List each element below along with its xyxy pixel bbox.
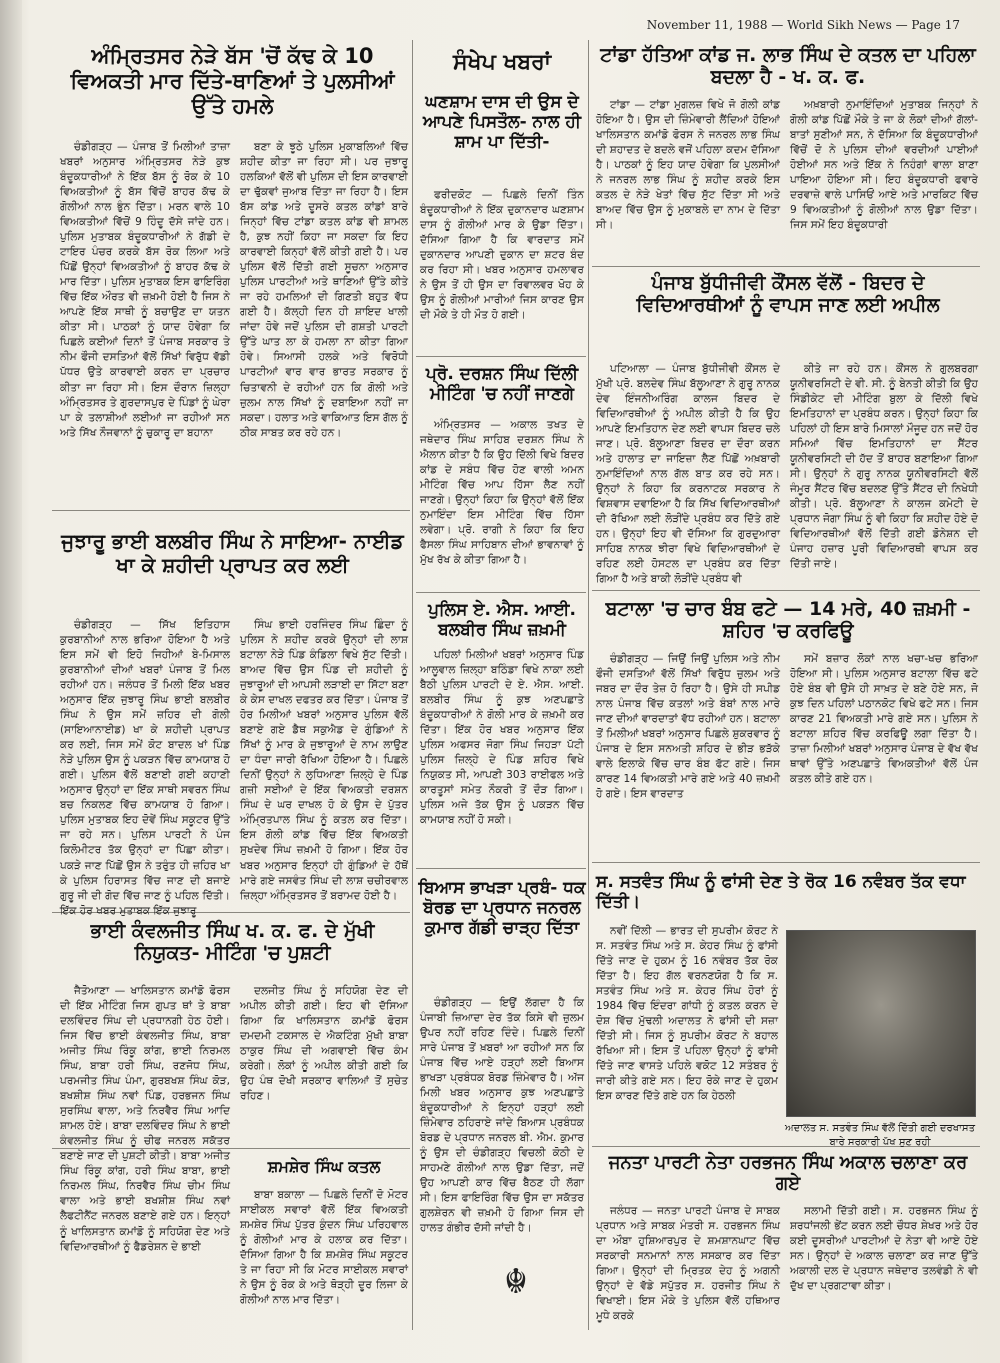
article-prof-darshan-singh [420, 418, 584, 588]
headline-shamsher-singh: ਸ਼ਮਸ਼ੇਰ ਸਿੰਘ ਕਤਲ [267, 1157, 381, 1176]
headline-ghansham-das: ਘਣਸ਼ਾਮ ਦਾਸ ਦੀ ਉਸ ਦੇ ਆਪਣੇ ਪਿਸਤੌਲ- ਨਾਲ ਹੀ ਸ਼ਾਮ ਪਾ ਦਿੱਤੀ- [422, 92, 581, 153]
headline-prof-darshan-singh: ਪ੍ਰੋ. ਦਰਸ਼ਨ ਸਿੰਘ ਦਿੱਲੀ ਮੀਟਿੰਗ 'ਚ ਨਹੀਂ ਜਾਣਗੇ [425, 364, 579, 405]
article-bidar-students-col1 [596, 362, 780, 588]
article-bidar-students-col2 [790, 362, 978, 588]
article-tanda-col2 [790, 98, 978, 263]
article-amritsar-bus-col1 [60, 140, 230, 505]
article-text: ਫਰੀਦਕੋਟ — ਪਿਛਲੇ ਦਿਨੀਂ ਤਿੰਨ ਬੰਦੂਕਧਾਰੀਆਂ ਨੇ ਇੱਕ ਦੁਕਾਨਦਾਰ ਘਣਸ਼ਾਮ ਦਾਸ ਨੂੰ ਗੋਲੀਆਂ ਮਾਰ ਕੇ ਉਡਾ ਦਿੱਤਾ। ਦੱਸਿਆ ਗਿਆ ਹੈ ਕਿ ਵਾਰਦਾਤ ਸਮੇਂ ਦੁਕਾਨਦਾਰ ਆਪਣੀ ਦੁਕਾਨ ਦਾ ਸ਼ਟਰ ਬੰਦ ਕਰ ਰਿਹਾ ਸੀ। ਖਬਰ ਅਨੁਸਾਰ ਹਮਲਾਵਰ ਨੇ ਉਸ ਤੋਂ ਹੀ ਉਸ ਦਾ ਰਿਵਾਲਵਰ ਖੋਹ ਕੇ ਉਸ ਨੂੰ ਗੋਲੀਆਂ ਮਾਰੀਆਂ ਜਿਸ ਕਾਰਣ ਉਸ ਦੀ ਮੌਕੇ ਤੇ ਹੀ ਮੌਤ ਹੋ ਗਈ। [420, 189, 584, 322]
section-rule [52, 510, 410, 511]
article-text: ਪਟਿਆਲਾ — ਪੰਜਾਬ ਬੁੱਧੀਜੀਵੀ ਕੌਂਸਲ ਦੇ ਮੁੱਖੀ ਪ੍ਰੋ. ਬਲਦੇਵ ਸਿੰਘ ਬੱਲੂਆਣਾ ਨੇ ਗੁਰੂ ਨਾਨਕ ਦੇਵ ਇੰਜਨੀਅਰਿੰਗ ਕਾਲਜ ਬਿਦਰ ਦੇ ਵਿਦਿਆਰਥੀਆਂ ਨੂੰ ਅਪੀਲ ਕੀਤੀ ਹੈ ਕਿ ਉਹ ਆਪਣੇ ਇਮਤਿਹਾਨ ਦੇਣ ਲਈ ਵਾਪਸ ਬਿਦਰ ਚਲੇ ਜਾਣ। ਪ੍ਰੋ. ਬੱਲੂਆਣਾ ਬਿਦਰ ਦਾ ਦੌਰਾ ਕਰਨ ਅਤੇ ਹਾਲਾਤ ਦਾ ਜਾਇਜ਼ਾ ਲੈਣ ਪਿੱਛੋਂ ਅਖ਼ਬਾਰੀ ਨੁਮਾਇੰਦਿਆਂ ਨਾਲ ਗੱਲ ਬਾਤ ਕਰ ਰਹੇ ਸਨ। ਉਨ੍ਹਾਂ ਨੇ ਕਿਹਾ ਕਿ ਕਰਨਾਟਕ ਸਰਕਾਰ ਨੇ ਵਿਸ਼ਵਾਸ ਦਵਾਇਆ ਹੈ ਕਿ ਸਿੱਖ ਵਿਦਿਆਰਥੀਆਂ ਦੀ ਰੱਖਿਆ ਲਈ ਲੋੜੀਂਦੇ ਪ੍ਰਬੰਧ ਕਰ ਦਿੱਤੇ ਗਏ ਹਨ। ਉਨ੍ਹਾਂ ਇਹ ਵੀ ਦੱਸਿਆ ਕਿ ਗੁਰਦੁਆਰਾ ਸਾਹਿਬ ਨਾਨਕ ਝੀਰਾ ਵਿਖੇ ਵਿਦਿਆਰਥੀਆਂ ਦੇ ਰਹਿਣ ਲਈ ਹੋਸਟਲ ਦਾ ਪ੍ਰਬੰਧ ਕਰ ਦਿੱਤਾ ਗਿਆ ਹੈ ਅਤੇ ਬਾਕੀ ਲੋੜੀਂਦੇ ਪ੍ਰਬੰਧ ਵੀ [596, 363, 780, 586]
page-folio: November 11, 1988 — World Sikh News — Page 17 [646, 18, 960, 32]
section-rule [416, 356, 586, 357]
column-rule [412, 40, 413, 1330]
article-text: ਚੰਡੀਗੜ੍ਹ — ਇਉਂ ਲੱਗਦਾ ਹੈ ਕਿ ਪੰਜਾਬੀ ਜ਼ਿਆਦਾ ਦੇਰ ਤੱਕ ਕਿਸੇ ਵੀ ਜ਼ੁਲਮ ਉਪਰ ਨਹੀਂ ਰਹਿਣ ਦਿੰਦੇ। ਪਿਛਲੇ ਦਿਨੀਂ ਸਾਰੇ ਪੰਜਾਬ ਤੋਂ ਖ਼ਬਰਾਂ ਆ ਰਹੀਆਂ ਸਨ ਕਿ ਪੰਜਾਬ ਵਿੱਚ ਆਏ ਹੜ੍ਹਾਂ ਲਈ ਬਿਆਸ ਭਾਖੜਾ ਪ੍ਰਬੰਧਕ ਬੋਰਡ ਜ਼ਿੰਮੇਵਾਰ ਹੈ। ਅੱਜ ਮਿਲੀ ਖਬਰ ਅਨੁਸਾਰ ਕੁਝ ਅਣਪਛਾਤੇ ਬੰਦੂਕਧਾਰੀਆਂ ਨੇ ਇਨ੍ਹਾਂ ਹੜ੍ਹਾਂ ਲਈ ਜ਼ਿੰਮੇਵਾਰ ਠਹਿਰਾਏ ਜਾਂਦੇ ਬਿਆਸ ਪ੍ਰਬੰਧਕ ਬੋਰਡ ਦੇ ਪ੍ਰਧਾਨ ਜਨਰਲ ਬੀ. ਐਮ. ਕੁਮਾਰ ਨੂੰ ਉਸ ਦੀ ਚੰਡੀਗੜ੍ਹ ਵਿਚਲੀ ਕੋਠੀ ਦੇ ਸਾਹਮਣੇ ਗੋਲੀਆਂ ਨਾਲ ਉਡਾ ਦਿੱਤਾ, ਜਦੋਂ ਉਹ ਆਪਣੀ ਕਾਰ ਵਿੱਚ ਬੈਠਣ ਹੀ ਲੱਗਾ ਸੀ। ਇਸ ਫਾਇਰਿੰਗ ਵਿੱਚ ਉਸ ਦਾ ਸਕੱਤਰ ਗੁਲਸ਼ੇਰਨ ਵੀ ਜ਼ਖ਼ਮੀ ਹੋ ਗਿਆ ਜਿਸ ਦੀ ਹਾਲਤ ਗੰਭੀਰ ਦੱਸੀ ਜਾਂਦੀ ਹੈ। [420, 997, 584, 1235]
article-text: ਸਲਾਮੀ ਦਿੱਤੀ ਗਈ। ਸ. ਹਰਭਜਨ ਸਿੰਘ ਨੂੰ ਸ਼ਰਧਾਂਜਲੀ ਭੇਂਟ ਕਰਨ ਲਈ ਚੌਧਰ ਸ਼ੇਖਰ ਅਤੇ ਹੋਰ ਕਈ ਦੂਸਰੀਆਂ ਪਾਰਟੀਆਂ ਦੇ ਨੇਤਾ ਵੀ ਆਏ ਹੋਏ ਸਨ। ਉਨ੍ਹਾਂ ਦੇ ਅਕਾਲ ਚਲਾਣਾ ਕਰ ਜਾਣ ਉੱਤੇ ਅਕਾਲੀ ਦਲ ਦੇ ਪ੍ਰਧਾਨ ਜਥੇਦਾਰ ਤਲਵੰਡੀ ਨੇ ਵੀ ਦੁੱਖ ਦਾ ਪ੍ਰਗਟਾਵਾ ਕੀਤਾ। [790, 1205, 978, 1293]
headline-harbhajan-singh: ਜਨਤਾ ਪਾਰਟੀ ਨੇਤਾ ਹਰਭਜਨ ਸਿੰਘ ਅਕਾਲ ਚਲਾਣਾ ਕਰ ਗਏ [608, 1152, 968, 1195]
article-text: ਅਖ਼ਬਾਰੀ ਨੁਮਾਇੰਦਿਆਂ ਮੁਤਾਬਕ ਜਿਨ੍ਹਾਂ ਨੇ ਗੋਲੀ ਕਾਂਡ ਪਿੱਛੋਂ ਮੌਕੇ ਤੇ ਜਾ ਕੇ ਲੋਕਾਂ ਦੀਆਂ ਗੱਲਾਂ-ਬਾਤਾਂ ਸੁਣੀਆਂ ਸਨ, ਨੇ ਦੱਸਿਆ ਕਿ ਬੰਦੂਕਧਾਰੀਆਂ ਵਿੱਚੋਂ ਦੋ ਨੇ ਪੁਲਿਸ ਦੀਆਂ ਵਰਦੀਆਂ ਪਾਈਆਂ ਹੋਈਆਂ ਸਨ ਅਤੇ ਇੱਕ ਨੇ ਨਿਹੰਗਾਂ ਵਾਲਾ ਬਾਣਾ ਪਾਇਆ ਹੋਇਆ ਸੀ। ਇਹ ਬੰਦੂਕਧਾਰੀ ਫਵਾਰੇ ਦਰਵਾਜ਼ੇ ਵਾਲੇ ਪਾਸਿਓਂ ਆਏ ਅਤੇ ਮਾਰਕਿਟ ਵਿੱਚ 9 ਵਿਅਕਤੀਆਂ ਨੂੰ ਗੋਲੀਆਂ ਨਾਲ ਉਡਾ ਦਿੱਤਾ। ਜਿਸ ਸਮੇਂ ਇਹ ਬੰਦੂਕਧਾਰੀ [790, 99, 978, 232]
section-rule [592, 266, 980, 267]
headline-amritsar-bus: ਅੰਮ੍ਰਿਤਸਰ ਨੇੜੇ ਬੱਸ 'ਚੋਂ ਕੱਢ ਕੇ 10 ਵਿਅਕਤੀ ਮਾਰ ਦਿੱਤੇ-ਥਾਣਿਆਂ ਤੇ ਪੁਲਸੀਆਂ ਉੱਤੇ ਹਮਲੇ [70, 44, 395, 118]
article-harbhajan-col1 [596, 1204, 780, 1329]
photo-satwant-singh [786, 930, 976, 1117]
article-bbmb-chairman [420, 996, 584, 1241]
article-kanwaljit-col1 [60, 984, 230, 1329]
article-text: ਜੈਤੋਆਣਾ — ਖਾਲਿਸਤਾਨ ਕਮਾਂਡੋ ਫੋਰਸ ਦੀ ਇੱਕ ਮੀਟਿੰਗ ਜਿਸ ਗੁਪਤ ਥਾਂ ਤੇ ਬਾਬਾ ਦਲਵਿੰਦਰ ਸਿੰਘ ਦੀ ਪ੍ਰਧਾਨਗੀ ਹੇਠ ਹੋਈ। ਜਿਸ ਵਿੱਚ ਭਾਈ ਕੰਵਲਜੀਤ ਸਿੰਘ, ਬਾਬਾ ਅਜੀਤ ਸਿੰਘ ਰਿੰਕੂ ਕਾਂਗ, ਭਾਈ ਨਿਰਮਲ ਸਿੰਘ, ਬਾਬਾ ਹਰੀ ਸਿੰਘ, ਰਣਜੋਧ ਸਿੰਘ, ਪਰਮਜੀਤ ਸਿੰਘ ਪੰਮਾ, ਗੁਰਬਖਸ਼ ਸਿੰਘ ਕੋੜ, ਬਖਸ਼ੀਸ਼ ਸਿੰਘ ਨਵਾਂ ਪਿੰਡ, ਹਰਭਜਨ ਸਿੰਘ ਸੁਰਸਿੰਘ ਵਾਲਾ, ਅਤੇ ਨਿਰਵੈਰ ਸਿੰਘ ਆਦਿ ਸ਼ਾਮਲ ਹੋਏ। ਬਾਬਾ ਦਲਵਿੰਦਰ ਸਿੰਘ ਨੇ ਭਾਈ ਕੰਵਲਜੀਤ ਸਿੰਘ ਨੂੰ ਚੀਫ ਜਨਰਲ ਸਕੱਤਰ ਬਣਾਏ ਜਾਣ ਦੀ ਪੁਸ਼ਟੀ ਕੀਤੀ। ਬਾਬਾ ਅਜੀਤ ਸਿੰਘ ਰਿੰਕੂ ਕਾਂਗ, ਹਰੀ ਸਿੰਘ ਬਾਬਾ, ਭਾਈ ਨਿਰਮਲ ਸਿੰਘ, ਨਿਰਵੈਰ ਸਿੰਘ ਚੀਮ ਸਿੰਘ ਵਾਲਾ ਅਤੇ ਭਾਈ ਬਖਸ਼ੀਸ਼ ਸਿੰਘ ਨਵਾਂ ਲੈਫਟੀਨੈਂਟ ਜਨਰਲ ਬਣਾਏ ਗਏ ਹਨ। ਇਨ੍ਹਾਂ ਨੂੰ ਖਾਲਿਸਤਾਨ ਕਮਾਂਡੋ ਨੂੰ ਸਹਿਯੋਗ ਦੇਣ ਅਤੇ ਵਿਦਿਆਰਥੀਆਂ ਨੂੰ ਫੈਡਰੇਸ਼ਨ ਦੇ ਭਾਈ [60, 985, 230, 1253]
article-text: ਟਾਂਡਾ — ਟਾਂਡਾ ਮੁਗਲਜ਼ ਵਿਖੇ ਜੋ ਗੋਲੀ ਕਾਂਡ ਹੋਇਆ ਹੈ। ਉਸ ਦੀ ਜ਼ਿੰਮੇਵਾਰੀ ਲੈਂਦਿਆਂ ਹੋਇਆਂ ਖਾਲਿਸਤਾਨ ਕਮਾਂਡੋ ਫੋਰਸ ਨੇ ਜਨਰਲ ਲਾਭ ਸਿੰਘ ਦੀ ਸ਼ਹਾਦਤ ਦੇ ਬਦਲੇ ਵਜੋਂ ਪਹਿਲਾ ਕਦਮ ਦੱਸਿਆ ਹੈ। ਪਾਠਕਾਂ ਨੂੰ ਇਹ ਯਾਦ ਹੋਵੇਗਾ ਕਿ ਪੁਲਸੀਆਂ ਨੇ ਜਨਰਲ ਲਾਭ ਸਿੰਘ ਨੂੰ ਸ਼ਹੀਦ ਕਰਕੇ ਇਸ ਕਤਲ ਦੇ ਨੇੜੇ ਖੇਤਾਂ ਵਿੱਚ ਸੁੱਟ ਦਿੱਤਾ ਸੀ ਅਤੇ ਬਾਅਦ ਵਿੱਚ ਉਸ ਨੂੰ ਮੁਕਾਬਲੇ ਦਾ ਨਾਮ ਦੇ ਦਿੱਤਾ ਸੀ। [596, 99, 780, 232]
headline-tanda-killings: ਟਾਂਡਾ ਹੱਤਿਆ ਕਾਂਡ ਜ. ਲਾਭ ਸਿੰਘ ਦੇ ਕਤਲ ਦਾ ਪਹਿਲਾ ਬਦਲਾ ਹੈ - ਖ. ਕ. ਫ. [600, 44, 976, 89]
article-text: ਬਣਾ ਕੇ ਝੂਠੇ ਪੁਲਿਸ ਮੁਕਾਬਲਿਆਂ ਵਿੱਚ ਸ਼ਹੀਦ ਕੀਤਾ ਜਾ ਰਿਹਾ ਸੀ। ਪਰ ਜੁਝਾਰੂ ਹਲਕਿਆਂ ਵੱਲੋਂ ਵੀ ਪੁਲਿਸ ਦੀ ਇਸ ਕਾਰਵਾਈ ਦਾ ਢੁੱਕਵਾਂ ਜੁਆਬ ਦਿੱਤਾ ਜਾ ਰਿਹਾ ਹੈ। ਇਸ ਬੱਸ ਕਾਂਡ ਅਤੇ ਦੂਸਰੇ ਕਤਲ ਕਾਂਡਾਂ ਬਾਰੇ ਜਿਨ੍ਹਾਂ ਵਿੱਚ ਟਾਂਡਾ ਕਤਲ ਕਾਂਡ ਵੀ ਸ਼ਾਮਲ ਹੈ, ਕੁਝ ਨਹੀਂ ਕਿਹਾ ਜਾ ਸਕਦਾ ਕਿ ਇਹ ਕਾਰਵਾਈ ਕਿਨ੍ਹਾਂ ਵੱਲੋਂ ਕੀਤੀ ਗਈ ਹੈ। ਪਰ ਪੁਲਿਸ ਵੱਲੋਂ ਦਿੱਤੀ ਗਈ ਸੂਚਨਾ ਅਨੁਸਾਰ ਪੁਲਿਸ ਪਾਰਟੀਆਂ ਅਤੇ ਥਾਣਿਆਂ ਉੱਤੇ ਕੀਤੇ ਜਾ ਰਹੇ ਹਮਲਿਆਂ ਦੀ ਗਿਣਤੀ ਬਹੁਤ ਵੱਧ ਗਈ ਹੈ। ਕੱਲ੍ਹੀ ਦਿਨ ਹੀ ਸ਼ਾਇਦ ਖਾਲੀ ਜਾਂਦਾ ਹੋਵੇ ਜਦੋਂ ਪੁਲਿਸ ਦੀ ਗਸ਼ਤੀ ਪਾਰਟੀ ਉੱਤੇ ਘਾਤ ਲਾ ਕੇ ਹਮਲਾ ਨਾ ਕੀਤਾ ਗਿਆ ਹੋਵੇ। ਸਿਆਸੀ ਹਲਕੇ ਅਤੇ ਵਿਰੋਧੀ ਪਾਰਟੀਆਂ ਵਾਰ ਵਾਰ ਭਾਰਤ ਸਰਕਾਰ ਨੂੰ ਚਿਤਾਵਨੀ ਦੇ ਰਹੀਆਂ ਹਨ ਕਿ ਗੋਲੀ ਅਤੇ ਜ਼ੁਲਮ ਨਾਲ ਸਿੱਖਾਂ ਨੂੰ ਦਬਾਇਆ ਨਹੀਂ ਜਾ ਸਕਦਾ। ਹਲਾਤ ਅਤੇ ਵਾਕਿਆਤ ਇਸ ਗੱਲ ਨੂੰ ਠੀਕ ਸਾਬਤ ਕਰ ਰਹੇ ਹਨ। [240, 141, 408, 439]
article-text: ਸਮੇਂ ਬਜ਼ਾਰ ਲੋਕਾਂ ਨਾਲ ਖਚਾ-ਖਚ ਭਰਿਆ ਹੋਇਆ ਸੀ। ਪੁਲਿਸ ਅਨੁਸਾਰ ਬਟਾਲਾ ਵਿੱਚ ਫਟੇ ਹੋਏ ਬੰਬ ਵੀ ਉਸੇ ਹੀ ਸਾਖ਼ਤ ਦੇ ਬਣੇ ਹੋਏ ਸਨ, ਜੋ ਕੁਝ ਦਿਨ ਪਹਿਲਾਂ ਪਠਾਨਕੋਟ ਵਿਖੇ ਫਟੇ ਸਨ। ਜਿਸ ਕਾਰਣ 21 ਵਿਅਕਤੀ ਮਾਰੇ ਗਏ ਸਨ। ਪੁਲਿਸ ਨੇ ਬਟਾਲਾ ਸ਼ਹਿਰ ਵਿੱਚ ਕਰਫਿਊ ਲਗਾ ਦਿੱਤਾ ਹੈ। ਤਾਜ਼ਾ ਮਿਲੀਆਂ ਖਬਰਾਂ ਅਨੁਸਾਰ ਪੰਜਾਬ ਦੇ ਵੱਖ ਵੱਖ ਥਾਵਾਂ ਉੱਤੇ ਅਣਪਛਾਤੇ ਵਿਅਕਤੀਆਂ ਵੱਲੋਂ ਪੰਜ ਕਤਲ ਕੀਤੇ ਗਏ ਹਨ। [790, 653, 978, 786]
section-rule [592, 862, 980, 863]
article-shamsher-singh [240, 1188, 408, 1328]
article-tanda-col1 [596, 98, 780, 263]
article-text: ਨਵੀਂ ਦਿੱਲੀ — ਭਾਰਤ ਦੀ ਸੁਪਰੀਮ ਕੋਰਟ ਨੇ ਸ. ਸਤਵੰਤ ਸਿੰਘ ਅਤੇ ਸ. ਕੇਹਰ ਸਿੰਘ ਨੂੰ ਫਾਂਸੀ ਦਿੱਤੇ ਜਾਣ ਦੇ ਹੁਕਮ ਨੂੰ 16 ਨਵੰਬਰ ਤੱਕ ਰੋਕ ਦਿੱਤਾ ਹੈ। ਇਹ ਗੱਲ ਵਰਨਣਯੋਗ ਹੈ ਕਿ ਸ. ਸਤਵੰਤ ਸਿੰਘ ਅਤੇ ਸ. ਕੇਹਰ ਸਿੰਘ ਹੋਰਾਂ ਨੂੰ 1984 ਵਿੱਚ ਇੰਦਰਾ ਗਾਂਧੀ ਨੂੰ ਕਤਲ ਕਰਨ ਦੇ ਦੋਸ਼ ਵਿੱਚ ਮੁੱਢਲੀ ਅਦਾਲਤ ਨੇ ਫਾਂਸੀ ਦੀ ਸਜ਼ਾ ਦਿੱਤੀ ਸੀ। ਜਿਸ ਨੂੰ ਸੁਪਰੀਮ ਕੋਰਟ ਨੇ ਬਹਾਲ ਰੱਖਿਆ ਸੀ। ਇਸ ਤੋਂ ਪਹਿਲਾ ਉਨ੍ਹਾਂ ਨੂੰ ਫਾਂਸੀ ਦਿੱਤੇ ਜਾਣ ਵਾਸਤੇ ਪਹਿਲੇ ਵਕੋਟ 12 ਸਤੰਬਰ ਨੂੰ ਜਾਰੀ ਕੀਤੇ ਗਏ ਸਨ। ਇਹ ਰੋਕੇ ਜਾਣ ਦੇ ਹੁਕਮ ਇਸ ਕਾਰਣ ਦਿੱਤੇ ਗਏ ਹਨ ਕਿ ਹੇਠਲੀ [596, 925, 778, 1103]
article-text: ਬਾਬਾ ਬਕਾਲਾ — ਪਿਛਲੇ ਦਿਨੀਂ ਦੋ ਮੋਟਰ ਸਾਈਕਲ ਸਵਾਰਾਂ ਵੱਲੋਂ ਇੱਕ ਵਿਅਕਤੀ ਸ਼ਮਸ਼ੇਰ ਸਿੰਘ ਪੁੱਤਰ ਕੁੰਦਨ ਸਿੰਘ ਪਰਿਹਵਾਲ ਨੂੰ ਗੋਲੀਆਂ ਮਾਰ ਕੇ ਹਲਾਕ ਕਰ ਦਿੱਤਾ। ਦੱਸਿਆ ਗਿਆ ਹੈ ਕਿ ਸ਼ਮਸ਼ੇਰ ਸਿੰਘ ਸਕੂਟਰ ਤੇ ਜਾ ਰਿਹਾ ਸੀ ਕਿ ਮੋਟਰ ਸਾਈਕਲ ਸਵਾਰਾਂ ਨੇ ਉਸ ਨੂੰ ਰੋਕ ਕੇ ਅਤੇ ਥੋੜ੍ਹੀ ਦੂਰ ਲਿਜਾ ਕੇ ਗੋਲੀਆਂ ਨਾਲ ਮਾਰ ਦਿੱਤਾ। [240, 1189, 408, 1307]
headline-balbir-singh-cyanide: ਜੁਝਾਰੂ ਭਾਈ ਬਲਬੀਰ ਸਿੰਘ ਨੇ ਸਾਇਆ- ਨਾਈਡ ਖਾ ਕੇ ਸ਼ਹੀਦੀ ਪ੍ਰਾਪਤ ਕਰ ਲਈ [61, 529, 404, 577]
article-amritsar-bus-col2 [240, 140, 408, 505]
article-batala-col1 [596, 652, 780, 860]
article-text: ਪਹਿਲਾਂ ਮਿਲੀਆਂ ਖਬਰਾਂ ਅਨੁਸਾਰ ਪਿੰਡ ਆਲੂਵਾਲ ਜ਼ਿਲ੍ਹਾ ਬਠਿੰਡਾ ਵਿਖੇ ਨਾਕਾ ਲਈ ਬੈਠੀ ਪੁਲਿਸ ਪਾਰਟੀ ਦੇ ਏ. ਐਸ. ਆਈ. ਬਲਬੀਰ ਸਿੰਘ ਨੂੰ ਕੁਝ ਅਣਪਛਾਤੇ ਬੰਦੂਕਧਾਰੀਆਂ ਨੇ ਗੋਲੀ ਮਾਰ ਕੇ ਜ਼ਖ਼ਮੀ ਕਰ ਦਿੱਤਾ। ਇੱਕ ਹੋਰ ਖਬਰ ਅਨੁਸਾਰ ਇੱਕ ਪੁਲਿਸ ਅਫਸਰ ਜੋਗਾ ਸਿੰਘ ਜਿਹੜਾ ਪੱਟੀ ਪੁਲਿਸ ਜ਼ਿਲ੍ਹੇ ਦੇ ਪਿੰਡ ਸ਼ਹਿਰ ਵਿਖੇ ਨਿਯੁਕਤ ਸੀ, ਆਪਣੀ 303 ਰਾਈਫਲ ਅਤੇ ਕਾਰਤੂਸਾਂ ਸਮੇਤ ਨੌਕਰੀ ਤੋਂ ਦੌੜ ਗਿਆ। ਪੁਲਿਸ ਅਜੇ ਤੱਕ ਉਸ ਨੂੰ ਪਕੜਨ ਵਿੱਚ ਕਾਮਯਾਬ ਨਹੀਂ ਹੋ ਸਕੀ। [420, 649, 584, 827]
article-satwant-singh [596, 924, 778, 1144]
article-text: ਚੰਡੀਗੜ੍ਹ — ਜਿਉਂ ਜਿਉਂ ਪੁਲਿਸ ਅਤੇ ਨੀਮ ਫੌਜੀ ਦਸਤਿਆਂ ਵੱਲੋਂ ਸਿੱਖਾਂ ਵਿਰੁੱਧ ਜ਼ੁਲਮ ਅਤੇ ਜਬਰ ਦਾ ਦੌਰ ਤੇਜ਼ ਹੋ ਰਿਹਾ ਹੈ। ਉਸੇ ਹੀ ਸਪੀਡ ਨਾਲ ਪੰਜਾਬ ਵਿੱਚ ਕਤਲਾਂ ਅਤੇ ਬੰਬਾਂ ਨਾਲ ਮਾਰੇ ਜਾਣ ਦੀਆਂ ਵਾਰਦਾਤਾਂ ਵੱਧ ਰਹੀਆਂ ਹਨ। ਬਟਾਲਾ ਤੋਂ ਮਿਲੀਆਂ ਖਬਰਾਂ ਅਨੁਸਾਰ ਪਿਛਲੇ ਸ਼ੁਕਰਵਾਰ ਨੂੰ ਪੰਜਾਬ ਦੇ ਇਸ ਸਨਅਤੀ ਸ਼ਹਿਰ ਦੇ ਭੀੜ ਭੜੱਕੇ ਵਾਲੇ ਇਲਾਕੇ ਵਿੱਚ ਚਾਰ ਬੰਬ ਫੱਟ ਗਏ। ਜਿਸ ਕਾਰਣ 14 ਵਿਅਕਤੀ ਮਾਰੇ ਗਏ ਅਤੇ 40 ਜ਼ਖ਼ਮੀ ਹੋ ਗਏ। ਇਸ ਵਾਰਦਾਤ [596, 653, 780, 801]
article-batala-col2 [790, 652, 978, 860]
article-text: ਚੰਡੀਗੜ੍ਹ — ਸਿੱਖ ਇਤਿਹਾਸ ਕੁਰਬਾਨੀਆਂ ਨਾਲ ਭਰਿਆ ਹੋਇਆ ਹੈ ਅਤੇ ਇਸ ਸਮੇਂ ਵੀ ਇਹੋ ਜਿਹੀਆਂ ਬੇ-ਮਿਸਾਲ ਕੁਰਬਾਨੀਆਂ ਦੀਆਂ ਖਬਰਾਂ ਪੰਜਾਬ ਤੋਂ ਮਿਲ ਰਹੀਆਂ ਹਨ। ਜਲੰਧਰ ਤੋਂ ਮਿਲੀ ਇੱਕ ਖਬਰ ਅਨੁਸਾਰ ਇੱਕ ਜੁਝਾਰੂ ਸਿੰਘ ਭਾਈ ਬਲਬੀਰ ਸਿੰਘ ਨੇ ਉਸ ਸਮੇਂ ਜ਼ਹਿਰ ਦੀ ਗੋਲੀ (ਸਾਇਆਨਾਈਡ) ਖਾ ਕੇ ਸ਼ਹੀਦੀ ਪ੍ਰਾਪਤ ਕਰ ਲਈ, ਜਿਸ ਸਮੇਂ ਕੋਟ ਬਾਦਲ ਖਾਂ ਪਿੰਡ ਨੇੜੇ ਪੁਲਿਸ ਉਸ ਨੂੰ ਪਕੜਨ ਵਿੱਚ ਕਾਮਯਾਬ ਹੋ ਗਈ। ਪੁਲਿਸ ਵੱਲੋਂ ਬਣਾਈ ਗਈ ਕਹਾਣੀ ਅਨੁਸਾਰ ਉਨ੍ਹਾਂ ਦਾ ਇੱਕ ਸਾਥੀ ਸਵਰਨ ਸਿੰਘ ਬਚ ਨਿਕਲਣ ਵਿੱਚ ਕਾਮਯਾਬ ਹੋ ਗਿਆ। ਪੁਲਿਸ ਮੁਤਾਬਕ ਇਹ ਦੋਵੇਂ ਸਿੰਘ ਸਕੂਟਰ ਉੱਤੇ ਜਾ ਰਹੇ ਸਨ। ਪੁਲਿਸ ਪਾਰਟੀ ਨੇ ਪੰਜ ਕਿਲੋਮੀਟਰ ਤੱਕ ਉਨ੍ਹਾਂ ਦਾ ਪਿੱਛਾ ਕੀਤਾ। ਪਕੜੇ ਜਾਣ ਪਿੱਛੋਂ ਉਸ ਨੇ ਤਰੁੰਤ ਹੀ ਜ਼ਹਿਰ ਖਾ ਕੇ ਪੁਲਿਸ ਹਿਰਾਸਤ ਵਿੱਚ ਜਾਣ ਦੀ ਬਜਾਏ ਗੁਰੂ ਜੀ ਦੀ ਗੋਦ ਵਿੱਚ ਜਾਣ ਨੂੰ ਪਹਿਲ ਦਿੱਤੀ। ਇੱਕ ਹੋਰ ਖਬਰ ਮੁਤਾਬਕ ਇੱਕ ਜੁਝਾਰੂ [60, 619, 230, 917]
photo-caption: ਅਦਾਲਤ ਸ. ਸਤਵੰਤ ਸਿੰਘ ਵੱਲੋਂ ਦਿੱਤੀ ਗਈ ਦਰਖਾਸਤ ਬਾਰੇ ਸਰਕਾਰੀ ਪੱਖ ਸੁਣ ਰਹੀ [785, 1123, 975, 1148]
headline-kanwaljit-singh: ਭਾਈ ਕੰਵਲਜੀਤ ਸਿੰਘ ਖ. ਕ. ਫ. ਦੇ ਮੁੱਖੀ ਨਿਯੁਕਤ- ਮੀਟਿੰਗ 'ਚ ਪੁਸ਼ਟੀ [90, 920, 375, 965]
article-ghansham-das [420, 188, 584, 353]
headline-batala-bombs: ਬਟਾਲਾ 'ਚ ਚਾਰ ਬੰਬ ਫਟੇ — 14 ਮਰੇ, 40 ਜ਼ਖ਼ਮੀ - ਸ਼ਹਿਰ 'ਚ ਕਰਫਿਊ [605, 598, 971, 643]
article-asi-balbir-singh [420, 648, 584, 863]
section-title-news-briefs: ਸੰਖੇਪ ਖਬਰਾਂ [453, 50, 551, 75]
section-rule [416, 868, 586, 869]
article-kanwaljit-col2 [240, 984, 408, 1134]
khanda-icon: ☬ [503, 1262, 529, 1302]
article-balbir-singh-col1 [60, 618, 230, 917]
article-text: ਸਿੰਘ ਭਾਈ ਹਰਜਿੰਦਰ ਸਿੰਘ ਛਿੰਦਾ ਨੂੰ ਪੁਲਿਸ ਨੇ ਸ਼ਹੀਦ ਕਰਕੇ ਉਨ੍ਹਾਂ ਦੀ ਲਾਸ਼ ਬਟਾਲਾ ਨੇੜੇ ਪਿੰਡ ਕੰਡਿਲਾ ਵਿਖੇ ਸੁੱਟ ਦਿੱਤੀ। ਬਾਅਦ ਵਿੱਚ ਉਸ ਪਿੰਡ ਦੀ ਸ਼ਹੀਦੀ ਨੂੰ ਜੁਝਾਰੂਆਂ ਦੀ ਆਪਸੀ ਲੜਾਈ ਦਾ ਸਿੱਟਾ ਬਣਾ ਕੇ ਕੇਸ ਦਾਖਲ ਦਫਤਰ ਕਰ ਦਿੱਤਾ। ਪੰਜਾਬ ਤੋਂ ਹੋਰ ਮਿਲੀਆਂ ਖਬਰਾਂ ਅਨੁਸਾਰ ਪੁਲਿਸ ਵੱਲੋਂ ਬਣਾਏ ਗਏ ਡੈਥ ਸਕੁਐਡ ਦੇ ਗੁੰਡਿਆਂ ਨੇ ਸਿੱਖਾਂ ਨੂੰ ਮਾਰ ਕੇ ਜੁਝਾਰੂਆਂ ਦੇ ਨਾਮ ਲਾਉਣ ਦਾ ਧੰਦਾ ਜਾਰੀ ਰੱਖਿਆ ਹੋਇਆ ਹੈ। ਪਿਛਲੇ ਦਿਨੀਂ ਉਨ੍ਹਾਂ ਨੇ ਲੁਧਿਆਣਾ ਜ਼ਿਲ੍ਹੇ ਦੇ ਪਿੰਡ ਗਜ਼ੀ ਸਈਆਂ ਦੇ ਇੱਕ ਵਿਅਕਤੀ ਦਰਸ਼ਨ ਸਿੰਘ ਦੇ ਘਰ ਦਾਖਲ ਹੋ ਕੇ ਉਸ ਦੇ ਪੁੱਤਰ ਅੰਮ੍ਰਿਤਪਾਲ ਸਿੰਘ ਨੂੰ ਕਤਲ ਕਰ ਦਿੱਤਾ। ਇਸ ਗੋਲੀ ਕਾਂਡ ਵਿੱਚ ਇੱਕ ਵਿਅਕਤੀ ਸੁਖਦੇਵ ਸਿੰਘ ਜ਼ਖ਼ਮੀ ਹੋ ਗਿਆ। ਇੱਕ ਹੋਰ ਖਬਰ ਅਨੁਸਾਰ ਇਨ੍ਹਾਂ ਹੀ ਗੁੰਡਿਆਂ ਦੇ ਹੱਥੋਂ ਮਾਰੇ ਗਏ ਜਸਵੰਤ ਸਿੰਘ ਦੀ ਲਾਸ਼ ਚਚੀਰਵਾਲ ਜ਼ਿਲ੍ਹਾ ਅੰਮ੍ਰਿਤਸਰ ਤੋਂ ਬਰਾਮਦ ਹੋਈ ਹੈ। [240, 619, 408, 902]
article-text: ਚੰਡੀਗੜ੍ਹ — ਪੰਜਾਬ ਤੋਂ ਮਿਲੀਆਂ ਤਾਜ਼ਾ ਖਬਰਾਂ ਅਨੁਸਾਰ ਅੰਮ੍ਰਿਤਸਰ ਨੇੜੇ ਕੁਝ ਬੰਦੂਕਧਾਰੀਆਂ ਨੇ ਇੱਕ ਬੱਸ ਨੂੰ ਰੋਕ ਕੇ 10 ਵਿਅਕਤੀਆਂ ਨੂੰ ਬੱਸ ਵਿੱਚੋਂ ਬਾਹਰ ਕੱਢ ਕੇ ਗੋਲੀਆਂ ਨਾਲ ਭੁੰਨ ਦਿੱਤਾ। ਮਰਨ ਵਾਲੇ 10 ਵਿਅਕਤੀਆਂ ਵਿੱਚੋਂ 9 ਹਿੰਦੂ ਦੱਸੇ ਜਾਂਦੇ ਹਨ। ਪੁਲਿਸ ਮੁਤਾਬਕ ਬੰਦੂਕਧਾਰੀਆਂ ਨੇ ਗੱਡੀ ਦੇ ਟਾਇਰ ਪੰਚਰ ਕਰਕੇ ਬੱਸ ਰੋਕ ਲਿਆ ਅਤੇ ਪਿੱਛੋਂ ਉਨ੍ਹਾਂ ਵਿਅਕਤੀਆਂ ਨੂੰ ਬਾਹਰ ਕੱਢ ਕੇ ਮਾਰ ਦਿੱਤਾ। ਪੁਲਿਸ ਮੁਤਾਬਕ ਇਸ ਫਾਇਰਿੰਗ ਵਿੱਚ ਇੱਕ ਔਰਤ ਵੀ ਜ਼ਖ਼ਮੀ ਹੋਈ ਹੈ ਜਿਸ ਨੇ ਆਪਣੇ ਇੱਕ ਸਾਥੀ ਨੂੰ ਬਚਾਉਣ ਦਾ ਯਤਨ ਕੀਤਾ ਸੀ। ਪਾਠਕਾਂ ਨੂੰ ਯਾਦ ਹੋਵੇਗਾ ਕਿ ਪਿਛਲੇ ਕਈਆਂ ਦਿਨਾਂ ਤੋਂ ਪੰਜਾਬ ਸਰਕਾਰ ਤੇ ਨੀਮ ਫੌਜੀ ਦਸਤਿਆਂ ਵੱਲੋਂ ਸਿੱਖਾਂ ਵਿਰੁੱਧ ਵੱਡੀ ਪੱਧਰ ਉਤੇ ਕਾਰਵਾਈ ਕਰਨ ਦਾ ਪ੍ਰਚਾਰ ਕੀਤਾ ਜਾ ਰਿਹਾ ਸੀ। ਇਸ ਦੌਰਾਨ ਜ਼ਿਲ੍ਹਾ ਅੰਮ੍ਰਿਤਸਰ ਤੇ ਗੁਰਦਾਸਪੁਰ ਦੇ ਪਿੰਡਾਂ ਨੂੰ ਘੇਰਾ ਪਾ ਕੇ ਤਲਾਸ਼ੀਆਂ ਲਈਆਂ ਜਾ ਰਹੀਆਂ ਸਨ ਅਤੇ ਸਿੱਖ ਨੌਜਵਾਨਾਂ ਨੂੰ ਚੁਕਾਰੂ ਦਾ ਬਹਾਨਾ [60, 141, 230, 439]
article-harbhajan-col2 [790, 1204, 978, 1329]
article-balbir-singh-col2 [240, 618, 408, 908]
article-text: ਅੰਮ੍ਰਿਤਸਰ — ਅਕਾਲ ਤਖਤ ਦੇ ਜਥੇਦਾਰ ਸਿੰਘ ਸਾਹਿਬ ਦਰਸ਼ਨ ਸਿੰਘ ਨੇ ਐਲਾਨ ਕੀਤਾ ਹੈ ਕਿ ਉਹ ਦਿੱਲੀ ਵਿਖੇ ਬਿਦਰ ਕਾਂਡ ਦੇ ਸਬੰਧ ਵਿੱਚ ਹੋਣ ਵਾਲੀ ਅਮਨ ਮੀਟਿੰਗ ਵਿੱਚ ਆਪ ਹਿੱਸਾ ਲੈਣ ਨਹੀਂ ਜਾਣਗੇ। ਉਨ੍ਹਾਂ ਕਿਹਾ ਕਿ ਉਨ੍ਹਾਂ ਵੱਲੋਂ ਇੱਕ ਨੁਮਾਇੰਦਾ ਇਸ ਮੀਟਿੰਗ ਵਿੱਚ ਹਿੱਸਾ ਲਵੇਗਾ। ਪ੍ਰੋ. ਰਾਗੀ ਨੇ ਕਿਹਾ ਕਿ ਇਹ ਫੈਸਲਾ ਸਿੰਘ ਸਾਹਿਬਾਨ ਦੀਆਂ ਭਾਵਨਾਵਾਂ ਨੂੰ ਮੁੱਖ ਰੱਖ ਕੇ ਕੀਤਾ ਗਿਆ ਹੈ। [420, 419, 584, 567]
headline-satwant-singh: ਸ. ਸਤਵੰਤ ਸਿੰਘ ਨੂੰ ਫਾਂਸੀ ਦੇਣ ਤੇ ਰੋਕ 16 ਨਵੰਬਰ ਤੱਕ ਵਧਾ ਦਿੱਤੀ। [596, 872, 966, 913]
headline-bidar-students: ਪੰਜਾਬ ਬੁੱਧੀਜੀਵੀ ਕੌਂਸਲ ਵੱਲੋਂ - ਬਿਦਰ ਦੇ ਵਿਦਿਆਰਥੀਆਂ ਨੂੰ ਵਾਪਸ ਜਾਣ ਲਈ ਅਪੀਲ [636, 272, 940, 317]
article-text: ਕੀਤੇ ਜਾ ਰਹੇ ਹਨ। ਕੌਂਸਲ ਨੇ ਗੁਲਬਰਗਾ ਯੂਨੀਵਰਸਿਟੀ ਦੇ ਵੀ. ਸੀ. ਨੂੰ ਬੇਨਤੀ ਕੀਤੀ ਕਿ ਉਹ ਸਿੰਡੀਕੇਟ ਦੀ ਮੀਟਿੰਗ ਬੁਲਾ ਕੇ ਦਿੱਲੀ ਵਿਖੇ ਇਮਤਿਹਾਨਾਂ ਦਾ ਪ੍ਰਬੰਧ ਕਰਨ। ਉਨ੍ਹਾਂ ਕਿਹਾ ਕਿ ਪਹਿਲਾਂ ਹੀ ਇਸ ਬਾਰੇ ਮਿਸਾਲਾਂ ਮੌਜੂਦ ਹਨ ਜਦੋਂ ਹੋਰ ਸਮਿਆਂ ਵਿੱਚ ਇਮਤਿਹਾਨਾਂ ਦਾ ਸੈਂਟਰ ਯੂਨੀਵਰਸਿਟੀ ਦੀ ਹੱਦ ਤੋਂ ਬਾਹਰ ਬਣਾਇਆ ਗਿਆ ਸੀ। ਉਨ੍ਹਾਂ ਨੇ ਗੁਰੂ ਨਾਨਕ ਯੂਨੀਵਰਸਿਟੀ ਵੱਲੋਂ ਜੰਮੂਰ ਸੈਂਟਰ ਵਿੱਚ ਬਦਲਣ ਉੱਤੇ ਸੈਂਟਰ ਦੀ ਨਿਖੇਧੀ ਕੀਤੀ। ਪ੍ਰੋ. ਬੱਲੂਆਣਾ ਨੇ ਕਾਲਜ ਕਮੇਟੀ ਦੇ ਪ੍ਰਧਾਨ ਜੋਗਾ ਸਿੰਘ ਨੂੰ ਵੀ ਕਿਹਾ ਕਿ ਸ਼ਹੀਦ ਹੋਏ ਦੋ ਵਿਦਿਆਰਥੀਆਂ ਵੱਲੋਂ ਦਿੱਤੀ ਗਈ ਡੋਨੇਸ਼ਨ ਦੀ ਪੰਜਾਹ ਹਜ਼ਾਰ ਪੂਰੀ ਵਿਦਿਆਰਥੀ ਵਾਪਸ ਕਰ ਦਿੱਤੀ ਜਾਏ। [790, 363, 978, 571]
column-rule [588, 40, 589, 1330]
section-rule [592, 590, 980, 591]
headline-asi-balbir-singh: ਪੁਲਿਸ ਏ. ਐਸ. ਆਈ. ਬਲਬੀਰ ਸਿੰਘ ਜ਼ਖ਼ਮੀ [428, 600, 576, 641]
article-text: ਦਲਜੀਤ ਸਿੰਘ ਨੂੰ ਸਹਿਯੋਗ ਦੇਣ ਦੀ ਅਪੀਲ ਕੀਤੀ ਗਈ। ਇਹ ਵੀ ਦੱਸਿਆ ਗਿਆ ਕਿ ਖਾਲਿਸਤਾਨ ਕਮਾਂਡੋ ਫੋਰਸ ਦਮਦਮੀ ਟਕਸਾਲ ਦੇ ਐਕਟਿੰਗ ਮੁੱਖੀ ਬਾਬਾ ਠਾਕੁਰ ਸਿੰਘ ਦੀ ਅਗਵਾਈ ਵਿੱਚ ਕੰਮ ਕਰੇਗੀ। ਲੋਕਾਂ ਨੂੰ ਅਪੀਲ ਕੀਤੀ ਗਈ ਕਿ ਉਹ ਪੰਥ ਦੋਖੀ ਸਰਕਾਰ ਵਾਲਿਆਂ ਤੋਂ ਸੁਚੇਤ ਰਹਿਣ। [240, 985, 408, 1103]
section-rule [416, 592, 586, 593]
article-text: ਜਲੰਧਰ — ਜਨਤਾ ਪਾਰਟੀ ਪੰਜਾਬ ਦੇ ਸਾਬਕ ਪ੍ਰਧਾਨ ਅਤੇ ਸਾਬਕ ਮੰਤਰੀ ਸ. ਹਰਭਜਨ ਸਿੰਘ ਦਾ ਔਬਾ ਹੁਸ਼ਿਆਰਪੁਰ ਦੇ ਸ਼ਮਸ਼ਾਨਘਾਟ ਵਿੱਚ ਸਰਕਾਰੀ ਸਨਮਾਨਾਂ ਨਾਲ ਸਸਕਾਰ ਕਰ ਦਿੱਤਾ ਗਿਆ। ਉਨ੍ਹਾਂ ਦੀ ਮ੍ਰਿਤਕ ਦੇਹ ਨੂੰ ਅਗਨੀ ਉਨ੍ਹਾਂ ਦੇ ਵੱਡੇ ਸਪੁੱਤਰ ਸ. ਹਰਜੀਤ ਸਿੰਘ ਨੇ ਵਿਖਾਈ। ਇਸ ਮੌਕੇ ਤੇ ਪੁਲਿਸ ਵੱਲੋਂ ਹਥਿਆਰ ਮੂਧੇ ਕਰਕੇ [596, 1205, 780, 1323]
page-edge-shadow [0, 0, 22, 1363]
headline-bbmb-chairman: ਬਿਆਸ ਭਾਖੜਾ ਪ੍ਰਬੰ- ਧਕ ਬੋਰਡ ਦਾ ਪ੍ਰਧਾਨ ਜਨਰਲ ਕੁਮਾਰ ਗੱਡੀ ਚਾੜ੍ਹ ਦਿੱਤਾ [418, 878, 586, 939]
